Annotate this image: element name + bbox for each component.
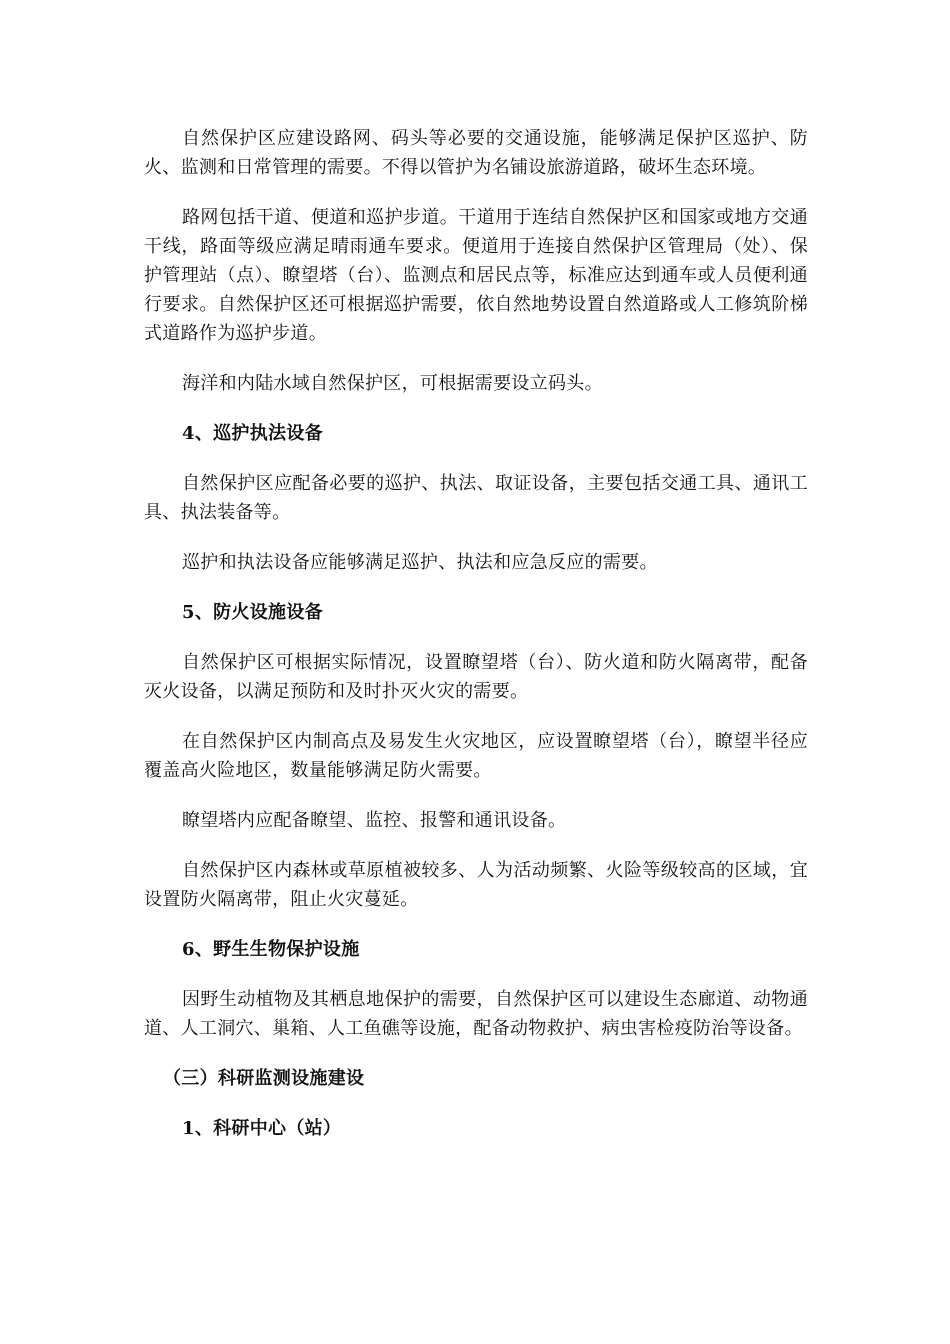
paragraph-docks: 海洋和内陆水域自然保护区，可根据需要设立码头。	[182, 373, 603, 394]
paragraph-watchtower-equipment: 瞭望塔内应配备瞭望、监控、报警和通讯设备。	[182, 810, 567, 831]
paragraph-firebreaks: 自然保护区内森林或草原植被较多、人为活动频繁、火险等级较高的区域，宜设置防火隔离带，阻止火灾蔓延。	[144, 860, 808, 910]
paragraph-patrol-equipment: 自然保护区应配备必要的巡护、执法、取证设备，主要包括交通工具、通讯工具、执法装备等。	[144, 473, 808, 523]
paragraph-wildlife-facilities: 因野生动植物及其栖息地保护的需要，自然保护区可以建设生态廊道、动物通道、人工洞穴、巢箱、人工鱼礁等设施，配备动物救护、病虫害检疫防治等设备。	[144, 989, 808, 1039]
document-body	[144, 124, 808, 1164]
paragraph-watchtower-placement: 在自然保护区内制高点及易发生火灾地区，应设置瞭望塔（台），瞭望半径应覆盖高火险地区，数量能够满足防火需要。	[144, 731, 808, 781]
section-heading-patrol-equipment: 4、巡护执法设备	[182, 423, 323, 444]
paragraph-road-network: 路网包括干道、便道和巡护步道。干道用于连结自然保护区和国家或地方交通干线，路面等级应满足晴雨通车要求。便道用于连接自然保护区管理局（处）、保护管理站（点）、瞭望塔（台）、监测点和居民点等，标准应达到通车或人员便利通行要求。自然保护区还可根据巡护需要，依自然地势设置自然道路或人工修筑阶梯式道路作为巡护步道。	[144, 207, 808, 344]
paragraph-fire-facilities: 自然保护区可根据实际情况，设置瞭望塔（台）、防火道和防火隔离带，配备灭火设备，以满足预防和及时扑灭火灾的需要。	[144, 652, 808, 702]
section-heading-research-center: 1、科研中心（站）	[182, 1118, 342, 1139]
paragraph-transport-facilities: 自然保护区应建设路网、码头等必要的交通设施，能够满足保护区巡护、防火、监测和日常管理的需要。不得以管护为名铺设旅游道路，破坏生态环境。	[144, 128, 808, 178]
paragraph-patrol-needs: 巡护和执法设备应能够满足巡护、执法和应急反应的需要。	[182, 552, 658, 573]
section-heading-fire-prevention: 5、防火设施设备	[182, 602, 323, 623]
section-heading-research-monitoring: （三）科研监测设施建设	[163, 1068, 365, 1089]
section-heading-wildlife-protection: 6、野生生物保护设施	[182, 939, 360, 960]
